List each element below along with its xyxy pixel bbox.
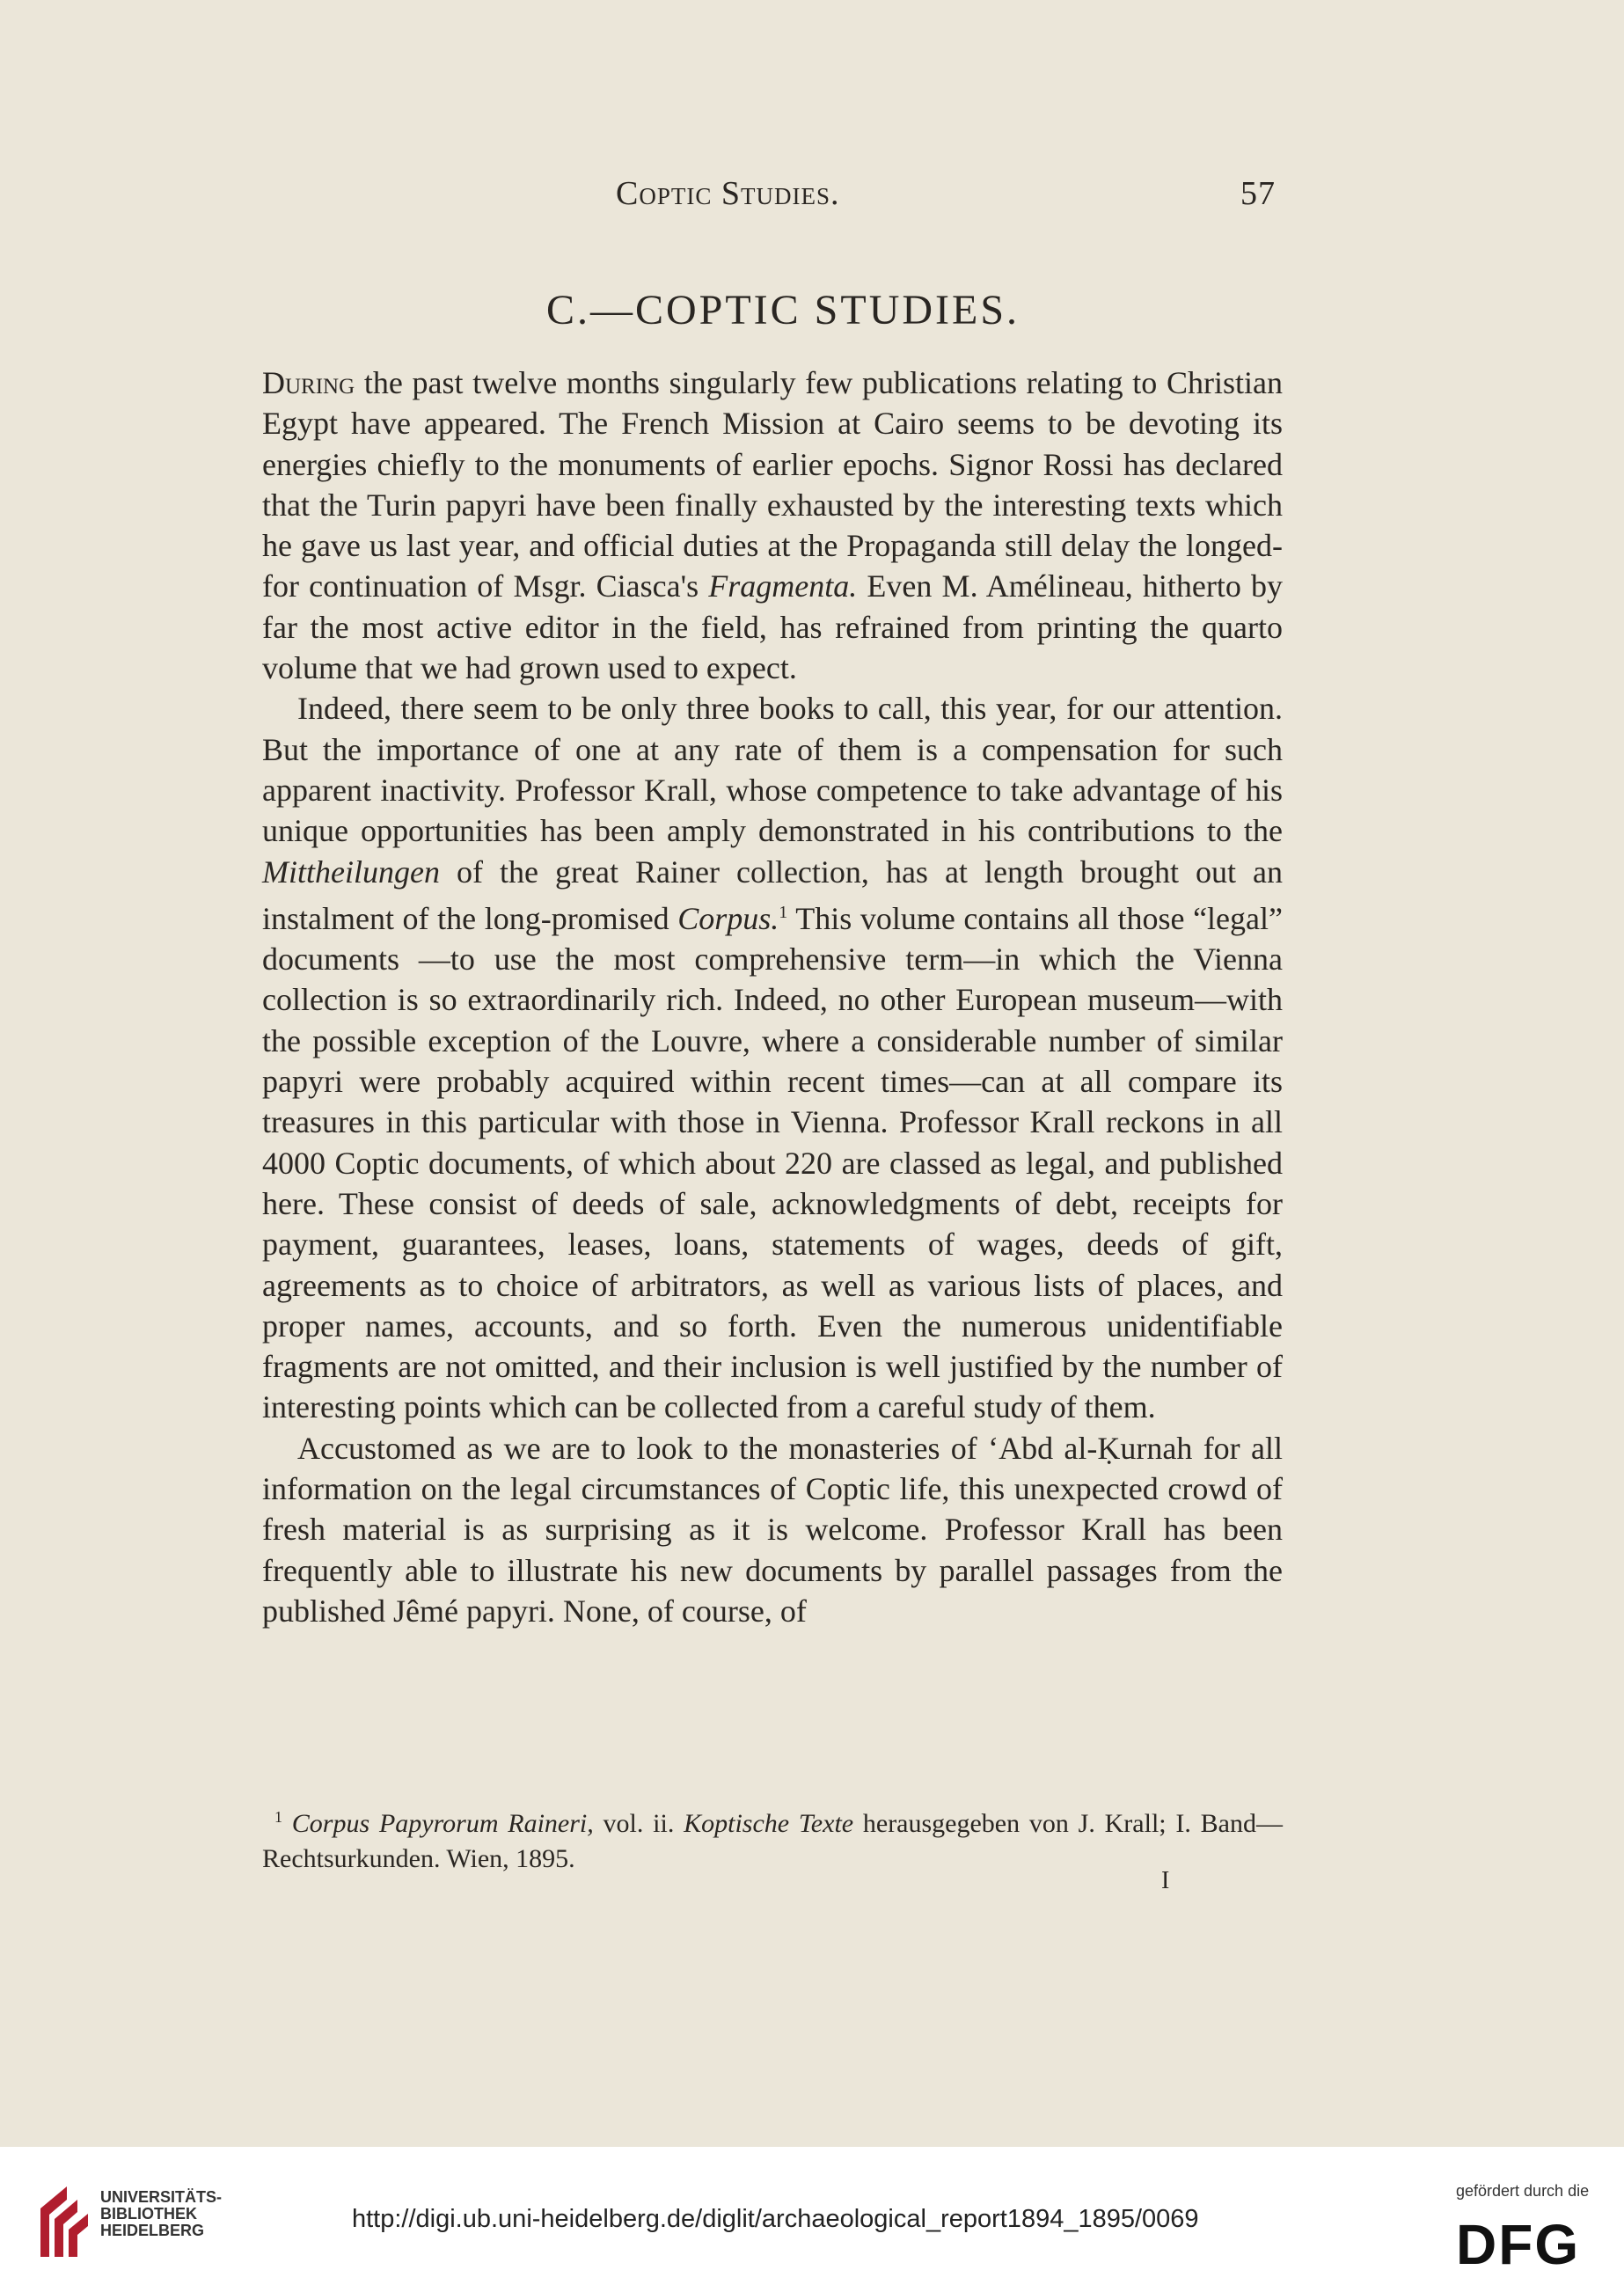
paragraph-2-text-a: Indeed, there seem to be only three books to call, this year, for our attention. But the importance of one at any rate of them is a compensation for such apparent inactivity. Professor Krall, whose competence to take advantage of his unique opportunities has been amply demonstrated in his contributions to the bbox=[262, 691, 1283, 849]
paragraph-2-text-b: of the great Rainer collection, has at length brought out an instalment of the long-promised bbox=[262, 853, 1283, 936]
footnote-italic-a: Corpus Papyrorum Raineri, bbox=[291, 1809, 594, 1838]
italic-fragmenta: Fragmenta. bbox=[708, 568, 858, 604]
library-logo-icon[interactable] bbox=[32, 2182, 93, 2261]
footnote-marker: 1 bbox=[274, 1808, 282, 1826]
running-head bbox=[264, 167, 1276, 220]
library-name-line-2: BIBLIOTHEK bbox=[100, 2205, 197, 2223]
footnote-ref[interactable]: 1 bbox=[779, 902, 788, 922]
viewer-footer bbox=[0, 2147, 1624, 2285]
footnote-italic-b: Koptische Texte bbox=[684, 1809, 854, 1838]
running-head-title: Coptic Studies. bbox=[616, 175, 840, 212]
paragraph-1-text: the past twelve months singularly few publications relating to Christian Egypt have appeared. The French Mission at Cairo seems to be devoting its energies chiefly to the monuments of earlier epochs. Signor Rossi has declared that the Turin papyri have been finally exhausted by the interesting texts which he gave us last year, and official duties at the Propaganda still delay the longed-for continuation of Msgr. Ciasca's bbox=[262, 365, 1283, 604]
paragraph-3 bbox=[262, 1428, 1283, 1631]
signature-mark: I bbox=[1161, 1867, 1170, 1894]
library-name-line-1: UNIVERSITÄTS- bbox=[100, 2188, 223, 2206]
funding-caption: gefördert durch die bbox=[1456, 2182, 1590, 2200]
page-number: 57 bbox=[1240, 175, 1276, 212]
footnote-1 bbox=[262, 1799, 1283, 1877]
footnote-text-b: herausgegeben von J. Krall; I. Band—Rechtsurkunden. Wien, 1895. bbox=[262, 1809, 1283, 1873]
footnotes bbox=[262, 1799, 1283, 1877]
lead-word: During bbox=[262, 365, 355, 400]
chapter-title: C.—COPTIC STUDIES. bbox=[545, 287, 1020, 333]
paragraph-1-text-end: Even M. Amélineau, hitherto by far the most active editor in the field, has refrained from printing the quarto volume that we had grown used to expect. bbox=[262, 568, 1284, 686]
permalink-url[interactable]: http://digi.ub.uni-heidelberg.de/diglit/archaeological_report1894_1895/0069 bbox=[352, 2205, 1199, 2233]
dfg-logo[interactable]: DFG bbox=[1456, 2213, 1581, 2276]
body-text bbox=[262, 363, 1283, 1631]
library-name-line-3: HEIDELBERG bbox=[100, 2222, 205, 2239]
paragraph-3-text: Accustomed as we are to look to the monasteries of ‘Abd al-Ḳurnah for all information on the legal circumstances of Coptic life, this unexpected crowd of fresh material is as surprising as it is welcome. Professor Krall has been frequently able to illustrate his new documents by parallel passages from the published Jêmé papyri. None, of course, of bbox=[262, 1430, 1283, 1629]
library-name bbox=[100, 2189, 222, 2239]
paragraph-2 bbox=[262, 688, 1283, 1427]
paragraph-1 bbox=[262, 363, 1283, 688]
italic-corpus: Corpus. bbox=[677, 900, 779, 936]
footnote-text-a: vol. ii. bbox=[593, 1809, 684, 1838]
italic-mittheilungen: Mittheilungen bbox=[262, 853, 440, 890]
paragraph-2-text-c: This volume contains all those “legal” documents —to use the most comprehensive term—in which the Vienna collection is so extraordinarily rich. Indeed, no other European museum—with the possible exception of the Louvre, where a considerable number of similar papyri were probably acquired within recent times—can at all compare its treasures in this particular with those in Vienna. Professor Krall reckons in all 4000 Coptic documents, of which about 220 are classed as legal, and published here. These consist of deeds of sale, acknowledgments of debt, receipts for payment, guarantees, leases, loans, statements of wages, deeds of gift, agreements as to choice of arbitrators, as well as various lists of places, and proper names, accounts, and so forth. Even the numerous unidentifiable fragments are not omitted, and their inclusion is well justified by the number of interesting points which can be collected from a careful study of them. bbox=[262, 900, 1283, 1425]
